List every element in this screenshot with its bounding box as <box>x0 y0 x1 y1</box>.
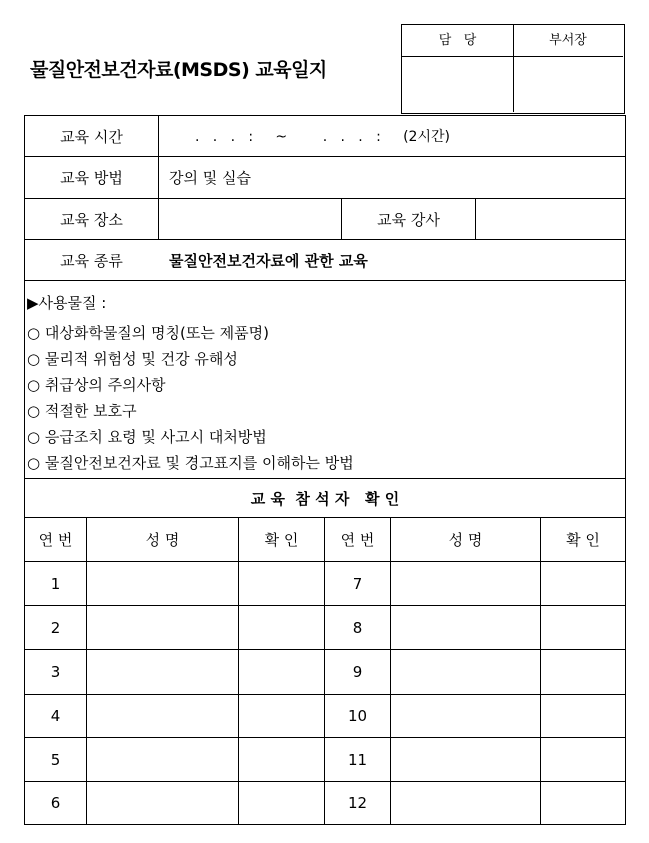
approval-header-manager: 부서장 <box>513 25 623 57</box>
row-number: 12 <box>347 794 368 812</box>
header-number-left: 연 번 <box>38 531 73 549</box>
header-name-left: 성 명 <box>145 531 180 549</box>
content-item: ○ 물리적 위험성 및 건강 유해성 <box>27 350 238 368</box>
row-number: 10 <box>347 707 368 725</box>
row-number: 8 <box>352 618 363 637</box>
row-number: 6 <box>50 794 61 812</box>
instructor-label: 교육 강사 <box>377 210 440 229</box>
method-value[interactable]: 강의 및 실습 <box>169 169 251 187</box>
approval-box <box>401 24 625 114</box>
method-label: 교육 방법 <box>60 169 123 187</box>
content-item: ○ 대상화학물질의 명칭(또는 제품명) <box>27 324 269 342</box>
header-name-right: 성 명 <box>448 531 483 549</box>
place-label: 교육 장소 <box>60 210 123 229</box>
header-confirm-left: 확 인 <box>264 531 299 549</box>
education-log-form <box>24 115 626 825</box>
header-confirm-right: 확 인 <box>566 531 600 549</box>
row-number: 9 <box>352 663 363 681</box>
row-number: 7 <box>352 574 363 593</box>
document-title: 물질안전보건자료(MSDS) 교육일지 <box>30 59 327 81</box>
type-value: 물질안전보건자료에 관한 교육 <box>169 251 368 270</box>
attendance-title: 교 육 참 석 자 확 인 <box>250 489 400 508</box>
row-number: 2 <box>50 618 61 637</box>
instructor-value[interactable] <box>476 199 624 239</box>
place-value[interactable] <box>159 199 341 239</box>
row-number: 1 <box>50 574 61 593</box>
row-number: 3 <box>50 663 61 681</box>
header-number-right: 연 번 <box>340 531 375 549</box>
time-value[interactable]: . . . : ~ . . . : (2시간) <box>195 129 450 145</box>
content-item: ○ 적절한 보호구 <box>27 402 137 420</box>
type-label: 교육 종류 <box>60 251 123 270</box>
approval-sign-staff[interactable] <box>402 56 514 112</box>
row-number: 11 <box>347 750 368 769</box>
approval-sign-manager[interactable] <box>513 56 623 112</box>
approval-header-staff: 담 당 <box>402 25 514 57</box>
content-item: ○ 물질안전보건자료 및 경고표지를 이해하는 방법 <box>27 454 354 472</box>
content-item: ○ 취급상의 주의사항 <box>27 376 166 394</box>
row-number: 4 <box>50 707 61 725</box>
time-label: 교육 시간 <box>60 127 123 146</box>
contents-heading: ▶사용물질 : <box>27 294 107 312</box>
row-number: 5 <box>50 750 61 769</box>
content-item: ○ 응급조치 요령 및 사고시 대처방법 <box>27 428 267 446</box>
